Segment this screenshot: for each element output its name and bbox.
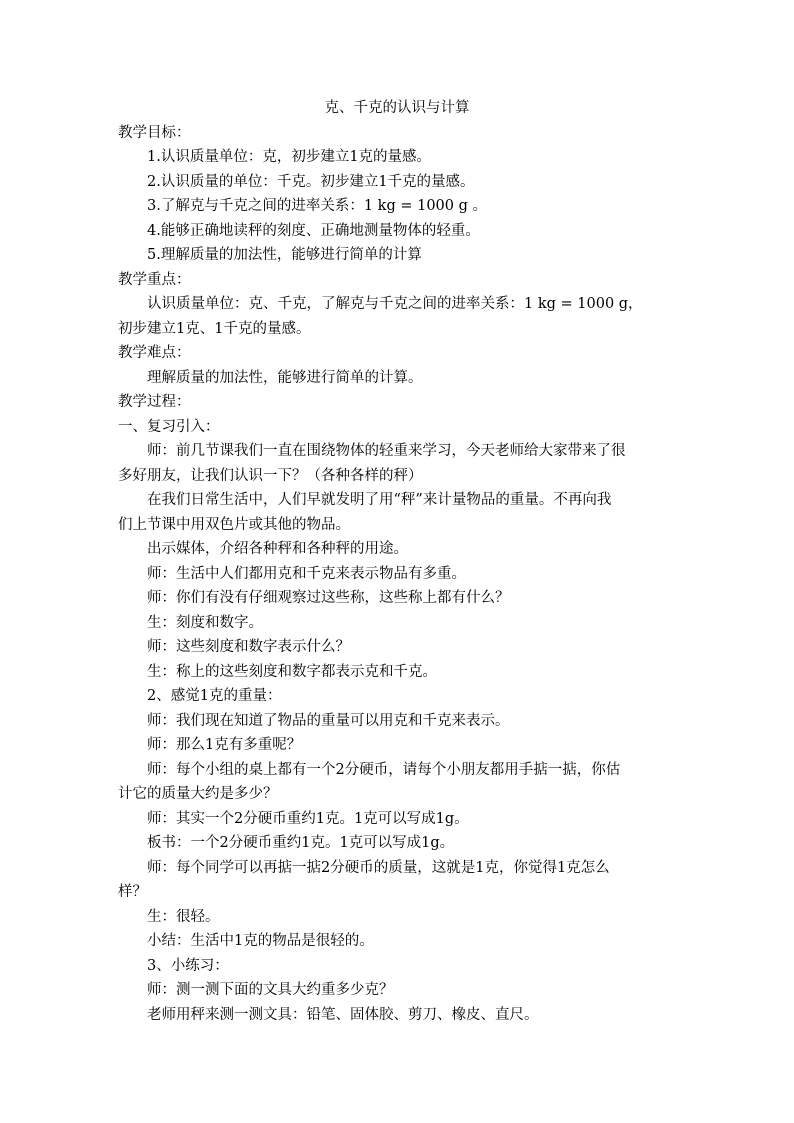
paragraph-line: 师：你们有没有仔细观察过这些称，这些称上都有什么？ [147, 590, 510, 606]
paragraph-line: 师：每个同学可以再掂一掂2分硬币的质量，这就是1克，你觉得1克怎么 [147, 859, 610, 876]
paragraph-line: 小结：生活中1克的物品是很轻的。 [147, 933, 374, 949]
paragraph-line: 们上节课中用双色片或其他的物品。 [118, 516, 350, 533]
paragraph-line: 在我们日常生活中，人们早就发明了用“秤”来计量物品的重量。不再向我 [147, 492, 612, 508]
paragraph-line: 教学过程： [118, 394, 191, 410]
paragraph-line: 板书：一个2分硬币重约1克。1克可以写成1g。 [147, 835, 455, 851]
paragraph-line: 计它的质量大约是多少？ [118, 786, 278, 802]
paragraph-line: 5.理解质量的加法性，能够进行简单的计算 [147, 247, 422, 263]
paragraph-line: 1.认识质量单位：克，初步建立1克的量感。 [147, 149, 432, 165]
paragraph-line: 初步建立1克、1千克的量感。 [118, 320, 311, 337]
document-title: 克、千克的认识与计算 [324, 100, 470, 116]
paragraph-line: 2.认识质量的单位：千克。初步建立1千克的量感。 [147, 173, 475, 190]
paragraph-line: 师：这些刻度和数字表示什么？ [147, 639, 350, 655]
paragraph-line: 师：我们现在知道了物品的重量可以用克和千克来表示。 [147, 712, 510, 729]
paragraph-line: 生：很轻。 [147, 908, 220, 925]
paragraph-line: 3.了解克与千克之间的进率关系：1 kg = 1000 g 。 [147, 198, 488, 214]
paragraph-line: 教学难点： [118, 345, 191, 361]
paragraph-line: 一、复习引入： [118, 418, 220, 435]
paragraph-line: 师：测一测下面的文具大约重多少克？ [147, 982, 394, 998]
paragraph-line: 4.能够正确地读秤的刻度、正确地测量物体的轻重。 [147, 222, 480, 239]
paragraph-line: 理解质量的加法性，能够进行简单的计算。 [147, 369, 423, 386]
paragraph-line: 生：刻度和数字。 [147, 614, 263, 631]
paragraph-line: 认识质量单位：克、千克，了解克与千克之间的进率关系：1 kg = 1000 g， [147, 296, 643, 312]
paragraph-line: 2、感觉1克的重量： [147, 688, 282, 704]
paragraph-line: 出示媒体，介绍各种秤和各种秤的用途。 [147, 541, 408, 557]
document-page [118, 96, 676, 1027]
paragraph-line: 生：称上的这些刻度和数字都表示克和千克。 [147, 663, 437, 680]
paragraph-line: 教学重点： [118, 271, 191, 288]
paragraph-line: 师：那么1克有多重呢？ [147, 737, 302, 753]
paragraph-line: 3、小练习： [147, 957, 229, 974]
paragraph-line: 师：其实一个2分硬币重约1克。1克可以写成1g。 [147, 810, 469, 827]
paragraph-line: 样？ [118, 884, 147, 900]
paragraph-line: 师：生活中人们都用克和千克来表示物品有多重。 [147, 565, 466, 582]
paragraph-line: 师：每个小组的桌上都有一个2分硬币，请每个小朋友都用手掂一掂，你估 [147, 761, 621, 778]
paragraph-line: 多好朋友，让我们认识一下？（各种各样的秤） [118, 467, 423, 484]
paragraph-line: 教学目标： [118, 124, 191, 141]
paragraph-line: 老师用秤来测一测文具：铅笔、固体胶、剪刀、橡皮、直尺。 [147, 1006, 539, 1023]
paragraph-line: 师：前几节课我们一直在围绕物体的轻重来学习，今天老师给大家带来了很 [147, 443, 626, 459]
document-body [118, 121, 676, 1028]
